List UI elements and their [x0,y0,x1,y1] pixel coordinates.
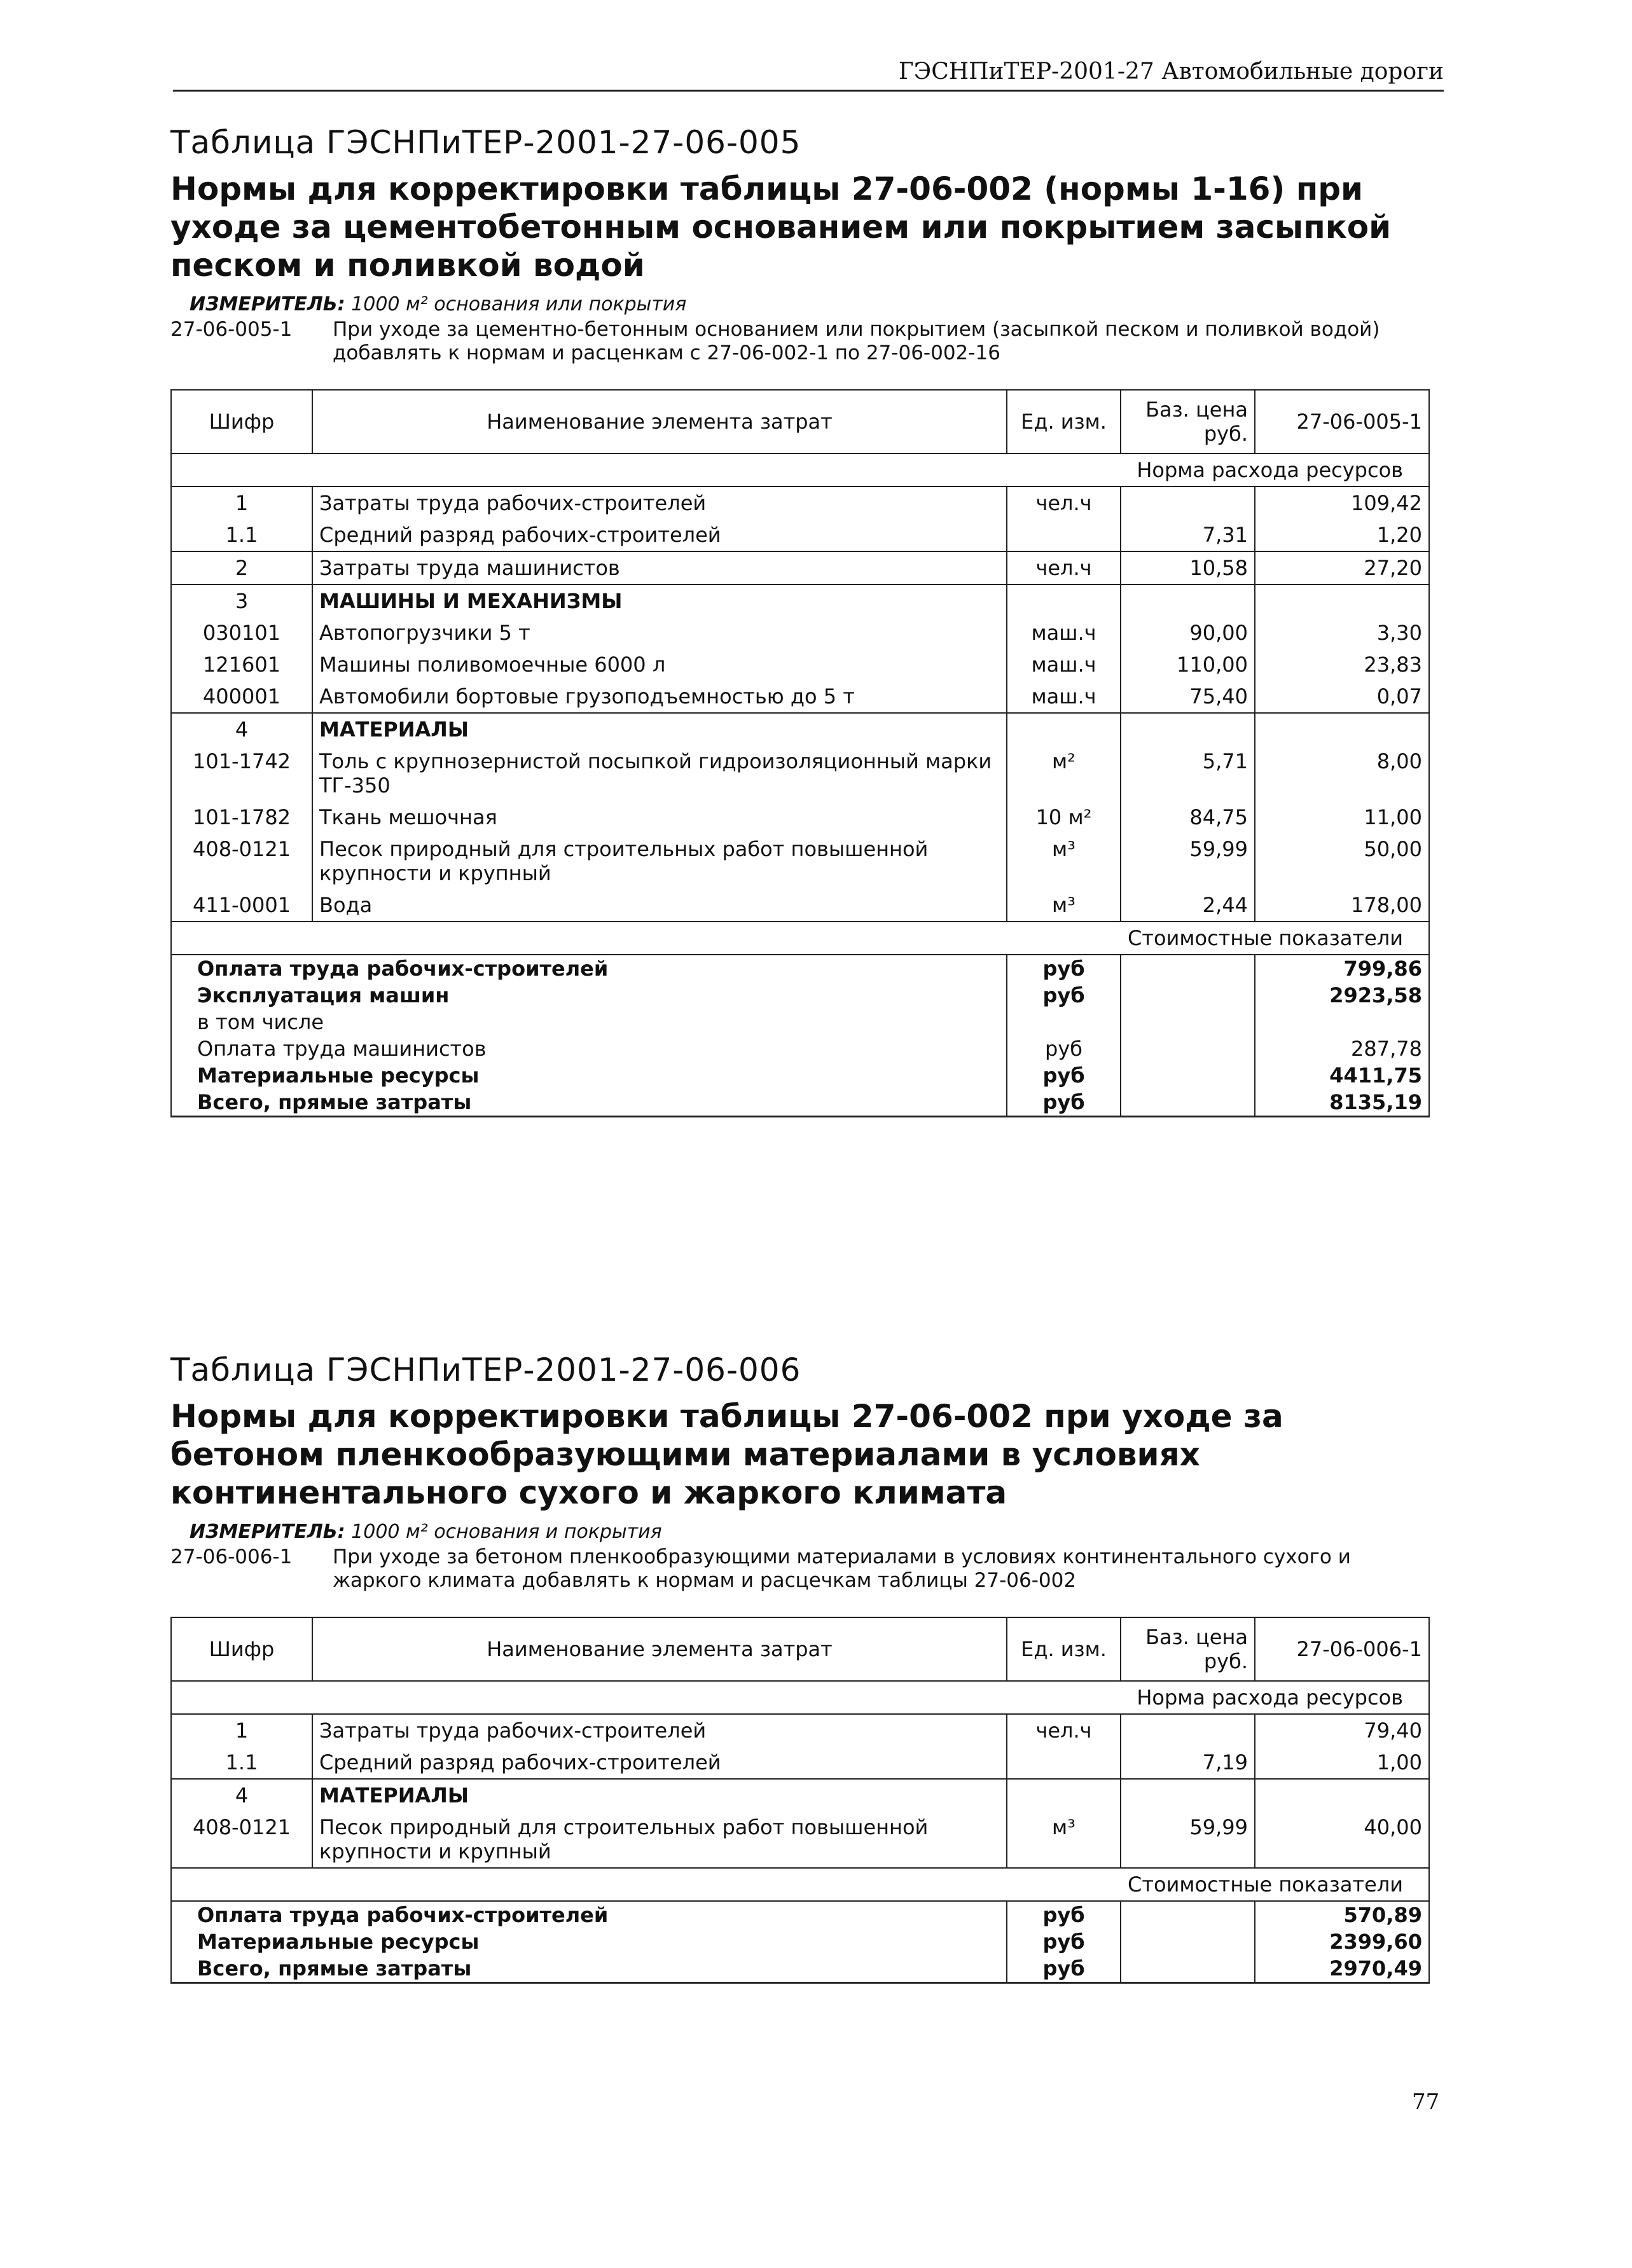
cell-code: 101-1742 [171,745,312,801]
column-header: Шифр [171,390,312,453]
cell-code: 030101 [171,617,312,649]
cell-price: 110,00 [1121,649,1255,681]
resource-row [171,801,1429,833]
cell-price: 2,44 [1121,889,1255,922]
cell-code: 400001 [171,681,312,713]
resource-row [171,617,1429,649]
summary-row [171,982,1429,1009]
summary-empty [1121,1901,1255,1928]
summary-value [1255,1009,1429,1035]
cell-price: 59,99 [1121,1811,1255,1868]
cell-code: 4 [171,713,312,745]
measure-unit-line [190,1521,1430,1543]
summary-unit: руб [1007,1955,1121,1983]
column-header: 27-06-005-1 [1255,390,1429,453]
cell-code: 1 [171,487,312,519]
cell-unit: маш.ч [1007,681,1121,713]
summary-row [171,1035,1429,1062]
norm-description [170,1545,1430,1593]
header-row [171,1617,1429,1681]
summary-unit: руб [1007,1035,1121,1062]
resource-row [171,833,1429,889]
cell-price: 7,19 [1121,1746,1255,1779]
header-row [171,390,1429,453]
cell-value: 1,00 [1255,1746,1429,1779]
cell-name: Толь с крупнозернистой посыпкой гидроизоляционный марки ТГ-350 [312,745,1007,801]
cell-code: 411-0001 [171,889,312,922]
cell-unit: м³ [1007,889,1121,922]
cell-price [1121,1779,1255,1811]
cell-value: 109,42 [1255,487,1429,519]
summary-unit: руб [1007,982,1121,1009]
column-header: Наименование элемента затрат [312,1617,1007,1681]
cell-code: 408-0121 [171,1811,312,1868]
cell-name: Песок природный для строительных работ повышенной крупности и крупный [312,1811,1007,1868]
cell-price [1121,713,1255,745]
page-number: 77 [1412,2089,1440,2115]
cell-name: Ткань мешочная [312,801,1007,833]
cell-code: 2 [171,551,312,584]
summary-row [171,1901,1429,1928]
measure-unit-line [190,293,1430,315]
resource-row [171,551,1429,584]
cell-code: 1.1 [171,519,312,551]
summary-name: Всего, прямые затраты [171,1955,1007,1983]
measure-value: 1000 м² основания и покрытия [351,1521,662,1543]
cell-name: МАТЕРИАЛЫ [312,1779,1007,1811]
summary-name: Оплата труда рабочих-строителей [171,1901,1007,1928]
resource-row [171,681,1429,713]
cell-code: 121601 [171,649,312,681]
cell-price: 5,71 [1121,745,1255,801]
table-subtitle: Нормы для корректировки таблицы 27-06-002 (нормы 1-16) при уходе за цементобетонным основанием или покрытием засыпкой песком и поливкой водой [170,170,1392,284]
summary-row [171,1062,1429,1089]
cell-unit: маш.ч [1007,649,1121,681]
summary-name: Всего, прямые затраты [171,1089,1007,1117]
cost-label-row [171,1868,1429,1901]
cost-label: Стоимостные показатели [171,1868,1429,1901]
resource-row [171,1714,1429,1746]
cell-price [1121,1714,1255,1746]
cell-price: 7,31 [1121,519,1255,551]
cell-unit: маш.ч [1007,617,1121,649]
cell-price [1121,487,1255,519]
summary-name: Материальные ресурсы [171,1062,1007,1089]
cost-label: Стоимостные показатели [171,922,1429,955]
summary-value: 2923,58 [1255,982,1429,1009]
cell-price: 59,99 [1121,833,1255,889]
norm-code: 27-06-005-1 [170,318,293,341]
summary-value: 287,78 [1255,1035,1429,1062]
summary-row [171,955,1429,982]
running-header: ГЭСНПиТЕР-2001-27 Автомобильные дороги [173,59,1444,92]
resource-row [171,584,1429,617]
cell-code: 1 [171,1714,312,1746]
norm-label: Норма расхода ресурсов [171,1681,1429,1714]
resource-table [170,1617,1430,1984]
column-header: Ед. изм. [1007,390,1121,453]
summary-value: 799,86 [1255,955,1429,982]
cell-unit [1007,713,1121,745]
cell-unit: м³ [1007,1811,1121,1868]
cell-price: 75,40 [1121,681,1255,713]
column-header: Баз. цена руб. [1121,1617,1255,1681]
summary-empty [1121,1035,1255,1062]
summary-name: Материальные ресурсы [171,1928,1007,1955]
column-header: 27-06-006-1 [1255,1617,1429,1681]
cell-value: 0,07 [1255,681,1429,713]
resource-row [171,889,1429,922]
resource-row [171,1811,1429,1868]
summary-name: в том числе [171,1009,1007,1035]
cell-name: Средний разряд рабочих-строителей [312,1746,1007,1779]
table-title: Таблица ГЭСНПиТЕР-2001-27-06-005 [170,124,801,161]
cell-name: МАТЕРИАЛЫ [312,713,1007,745]
norm-label-row [171,1681,1429,1714]
summary-empty [1121,1062,1255,1089]
cell-unit [1007,1779,1121,1811]
cell-value: 79,40 [1255,1714,1429,1746]
cell-price: 90,00 [1121,617,1255,649]
summary-value: 8135,19 [1255,1089,1429,1117]
cell-code: 3 [171,584,312,617]
cell-code: 1.1 [171,1746,312,1779]
summary-empty [1121,1955,1255,1983]
summary-unit: руб [1007,1089,1121,1117]
summary-unit: руб [1007,1062,1121,1089]
cell-value: 40,00 [1255,1811,1429,1868]
column-header: Ед. изм. [1007,1617,1121,1681]
cell-name: Затраты труда машинистов [312,551,1007,584]
cell-value: 8,00 [1255,745,1429,801]
summary-empty [1121,982,1255,1009]
summary-empty [1121,1009,1255,1035]
table-title: Таблица ГЭСНПиТЕР-2001-27-06-006 [170,1352,801,1388]
table-subtitle: Нормы для корректировки таблицы 27-06-002 при уходе за бетоном пленкообразующими материалами в условиях континентального сухого и жаркого климата [170,1398,1283,1511]
summary-name: Оплата труда рабочих-строителей [171,955,1007,982]
cell-name: Автомобили бортовые грузоподъемностью до 5 т [312,681,1007,713]
summary-unit: руб [1007,955,1121,982]
cell-unit [1007,519,1121,551]
norm-table-section-006 [170,1352,1430,1984]
resource-row [171,1779,1429,1811]
summary-row [171,1955,1429,1983]
cell-unit: чел.ч [1007,487,1121,519]
cell-name: МАШИНЫ И МЕХАНИЗМЫ [312,584,1007,617]
cell-price: 10,58 [1121,551,1255,584]
resource-row [171,713,1429,745]
cell-name: Машины поливомоечные 6000 л [312,649,1007,681]
cell-value [1255,713,1429,745]
measure-label: ИЗМЕРИТЕЛЬ: [190,1521,345,1543]
column-header: Баз. цена руб. [1121,390,1255,453]
cell-code: 408-0121 [171,833,312,889]
resource-row [171,745,1429,801]
norm-code: 27-06-006-1 [170,1545,293,1568]
summary-row [171,1928,1429,1955]
measure-label: ИЗМЕРИТЕЛЬ: [190,293,345,315]
summary-value: 2399,60 [1255,1928,1429,1955]
summary-unit: руб [1007,1928,1121,1955]
cell-name: Затраты труда рабочих-строителей [312,487,1007,519]
cell-code: 101-1782 [171,801,312,833]
summary-value: 2970,49 [1255,1955,1429,1983]
cell-value: 1,20 [1255,519,1429,551]
cell-unit: м³ [1007,833,1121,889]
summary-row [171,1089,1429,1117]
summary-value: 4411,75 [1255,1062,1429,1089]
column-header: Шифр [171,1617,312,1681]
cell-name: Автопогрузчики 5 т [312,617,1007,649]
summary-unit [1007,1009,1121,1035]
norm-label-row [171,453,1429,487]
summary-empty [1121,1928,1255,1955]
norm-text: При уходе за бетоном пленкообразующими материалами в условиях континентального сухого и жаркого климата добавлять к нормам и расцечкам таблицы 27-06-002 [333,1545,1351,1592]
cell-name: Вода [312,889,1007,922]
cell-value: 3,30 [1255,617,1429,649]
summary-row [171,1009,1429,1035]
measure-value: 1000 м² основания или покрытия [351,293,687,315]
norm-text: При уходе за цементно-бетонным основанием или покрытием (засыпкой песком и поливкой водой) добавлять к нормам и расценкам с 27-06-002-1 по 27-06-002-16 [333,318,1380,364]
norm-table-section-005 [170,124,1430,1117]
cell-unit [1007,1746,1121,1779]
cell-price [1121,584,1255,617]
cell-name: Затраты труда рабочих-строителей [312,1714,1007,1746]
cell-unit: чел.ч [1007,1714,1121,1746]
cell-price: 84,75 [1121,801,1255,833]
resource-row [171,649,1429,681]
cell-name: Песок природный для строительных работ повышенной крупности и крупный [312,833,1007,889]
summary-value: 570,89 [1255,1901,1429,1928]
summary-empty [1121,955,1255,982]
cell-value: 50,00 [1255,833,1429,889]
resource-row [171,1746,1429,1779]
norm-label: Норма расхода ресурсов [171,453,1429,487]
cell-value [1255,584,1429,617]
cell-value: 11,00 [1255,801,1429,833]
cell-unit: м² [1007,745,1121,801]
cell-value: 178,00 [1255,889,1429,922]
summary-empty [1121,1089,1255,1117]
cell-value: 23,83 [1255,649,1429,681]
column-header: Наименование элемента затрат [312,390,1007,453]
cell-name: Средний разряд рабочих-строителей [312,519,1007,551]
summary-unit: руб [1007,1901,1121,1928]
cell-value [1255,1779,1429,1811]
summary-name: Оплата труда машинистов [171,1035,1007,1062]
cell-unit: 10 м² [1007,801,1121,833]
resource-row [171,487,1429,519]
resource-row [171,519,1429,551]
summary-name: Эксплуатация машин [171,982,1007,1009]
resource-table [170,389,1430,1117]
cell-unit: чел.ч [1007,551,1121,584]
cost-label-row [171,922,1429,955]
cell-code: 4 [171,1779,312,1811]
cell-value: 27,20 [1255,551,1429,584]
norm-description [170,318,1430,365]
cell-unit [1007,584,1121,617]
